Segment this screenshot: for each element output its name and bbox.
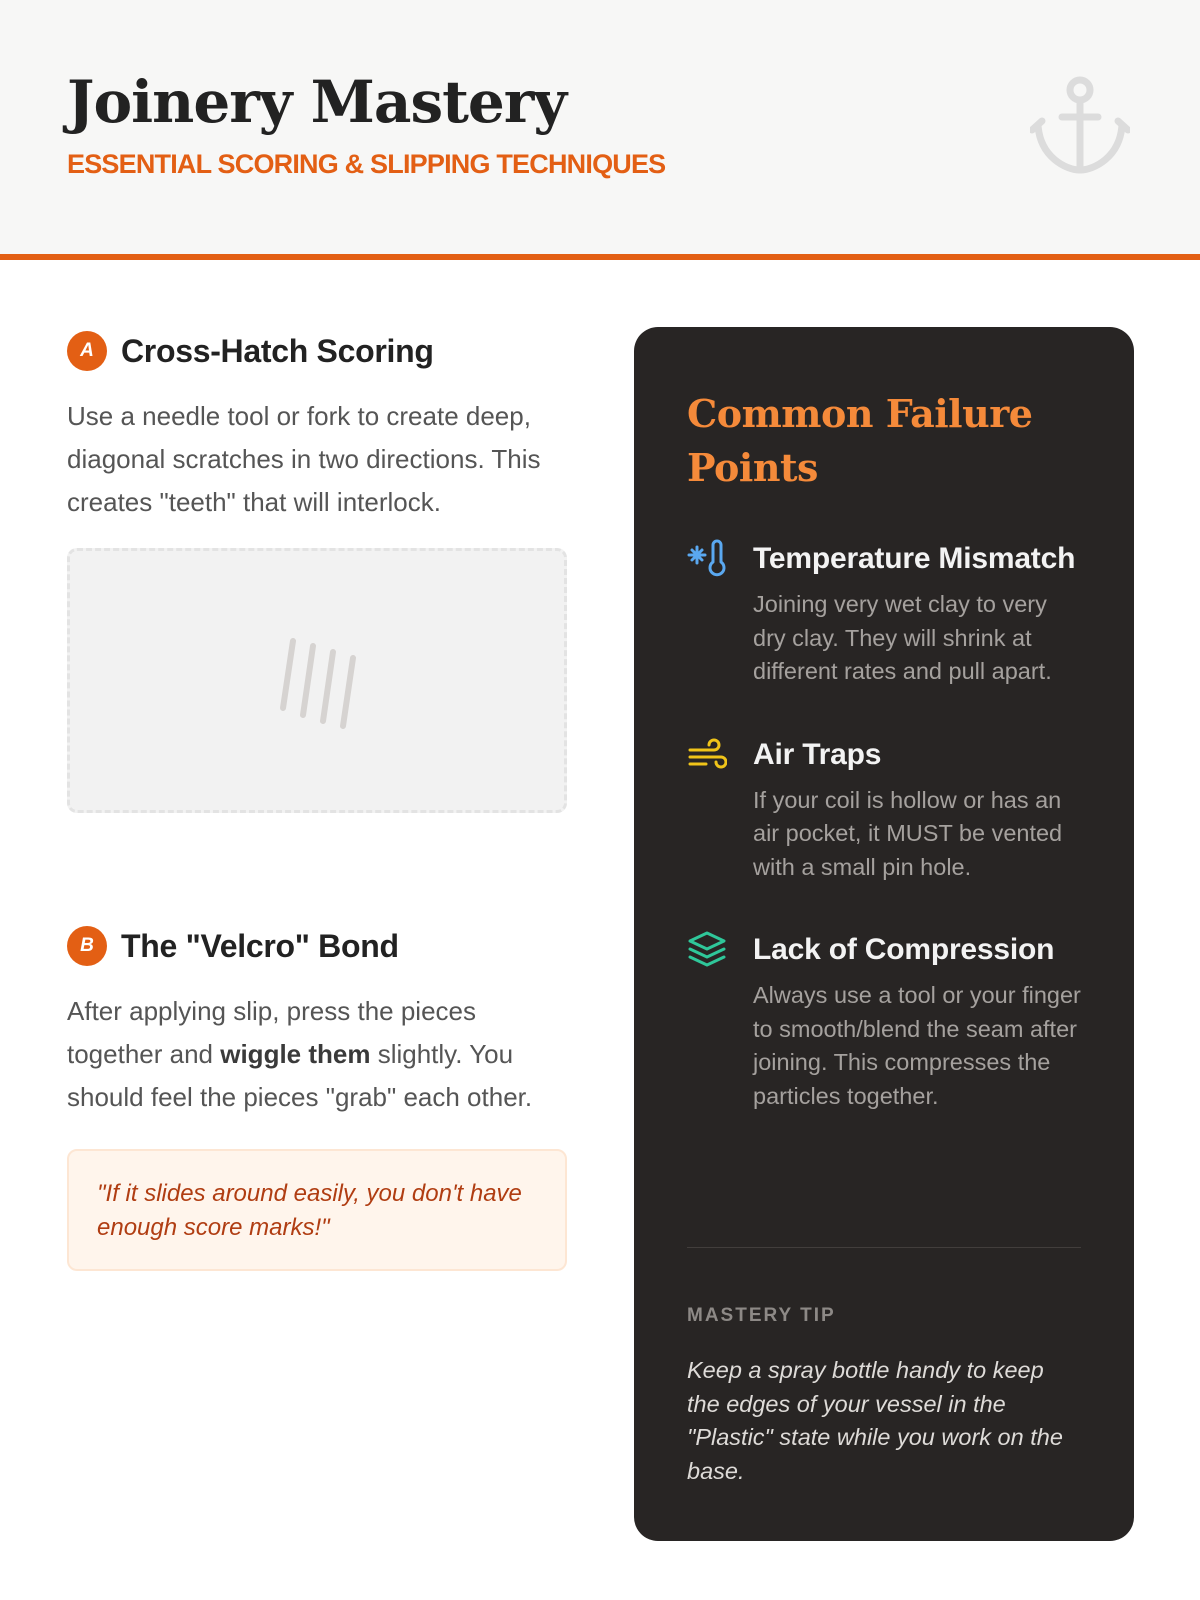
technique-column: [67, 325, 567, 1241]
anchor-icon: [1030, 75, 1130, 180]
layers-icon: [687, 930, 727, 970]
wind-icon: [687, 735, 727, 775]
section-badge: A: [67, 331, 107, 371]
body-text-part: After applying slip, press the pieces together and: [67, 996, 476, 1069]
panel-title: Common Failure Points: [687, 391, 1033, 490]
failure-list: [687, 535, 1081, 1113]
divider: [687, 1247, 1081, 1248]
section-title: Cross-Hatch Scoring: [121, 332, 434, 369]
failure-name: Lack of Compression: [753, 933, 1055, 966]
score-marks-icon: [275, 636, 365, 731]
tip-text: Keep a spray bottle handy to keep the edges of your vessel in the "Plastic" state while you work on the base.: [687, 1357, 1063, 1484]
section-badge: B: [67, 926, 107, 966]
failure-points-panel: [634, 327, 1134, 1541]
list-item: [687, 926, 1081, 1113]
tip-label: MASTERY TIP: [687, 1305, 836, 1326]
page-title: Joinery Mastery: [67, 68, 567, 136]
list-item: [687, 535, 1081, 689]
section-cross-hatch: [67, 325, 567, 813]
thermometer-snowflake-icon: [687, 539, 727, 579]
failure-description: Always use a tool or your finger to smooth/blend the seam after joining. This compresses the particles together.: [753, 982, 1081, 1109]
page-header: [0, 0, 1200, 260]
body-text-part: slightly. You should feel the pieces "grab" each other.: [67, 1039, 533, 1112]
tip-quote: "If it slides around easily, you don't have enough score marks!": [67, 1149, 567, 1271]
section-title: The "Velcro" Bond: [121, 927, 399, 964]
failure-description: Joining very wet clay to very dry clay. They will shrink at different rates and pull apart.: [753, 591, 1052, 684]
body-text-emphasis: wiggle them: [220, 1039, 371, 1069]
illustration-placeholder: [67, 548, 567, 813]
section-body: [67, 990, 567, 1119]
failure-name: Air Traps: [753, 737, 882, 771]
section-body: Use a needle tool or fork to create deep, diagonal scratches in two directions. This creates "teeth" that will interlock.: [67, 401, 541, 517]
failure-description: If your coil is hollow or has an air pocket, it MUST be vented with a small pin hole.: [753, 786, 1063, 880]
section-velcro-bond: [67, 920, 567, 1271]
page-subtitle: ESSENTIAL SCORING & SLIPPING TECHNIQUES: [67, 149, 666, 179]
list-item: [687, 731, 1081, 885]
failure-name: Temperature Mismatch: [753, 542, 1076, 575]
